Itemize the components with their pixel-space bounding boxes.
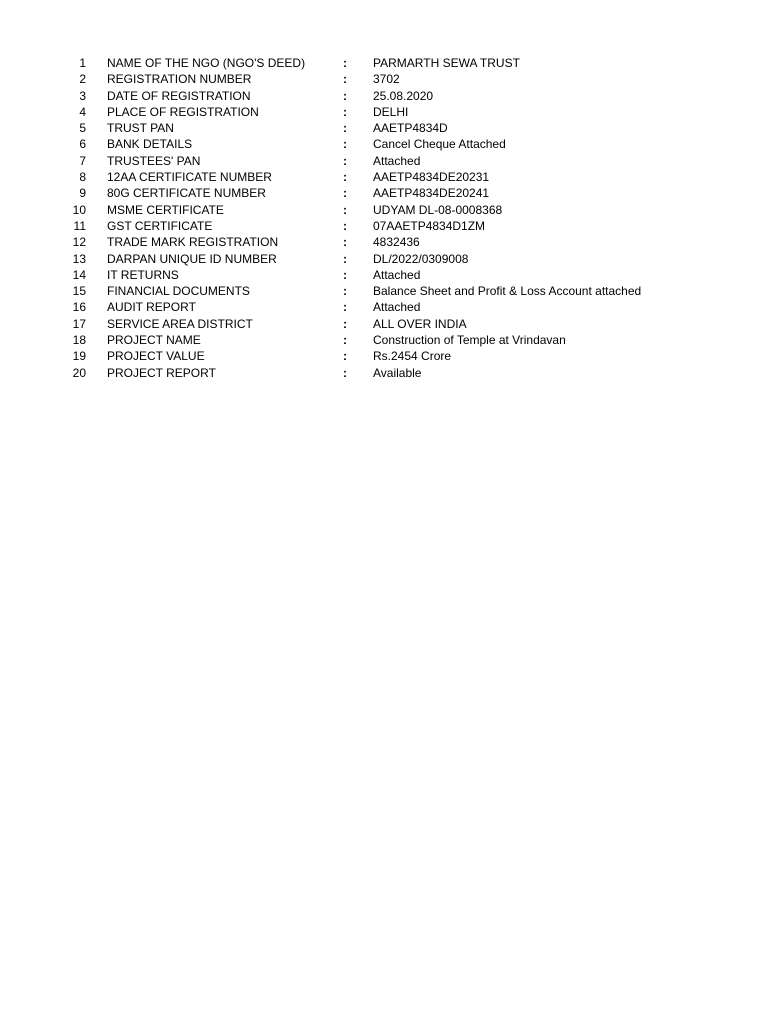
table-row	[0, 136, 768, 152]
separator: :	[343, 349, 347, 364]
table-row	[0, 169, 768, 185]
separator: :	[343, 251, 347, 266]
row-number: 8	[79, 170, 86, 185]
field-label: PLACE OF REGISTRATION	[107, 104, 259, 119]
table-row	[0, 55, 768, 71]
row-number: 6	[79, 137, 86, 152]
separator: :	[343, 121, 347, 136]
row-number: 20	[72, 365, 86, 380]
field-value: Construction of Temple at Vrindavan	[373, 333, 566, 348]
row-number: 19	[72, 349, 86, 364]
separator: :	[343, 267, 347, 282]
table-row	[0, 316, 768, 332]
ngo-details-table	[0, 55, 768, 381]
row-number: 9	[79, 186, 86, 201]
table-row	[0, 332, 768, 348]
separator: :	[343, 153, 347, 168]
field-value: 07AAETP4834D1ZM	[373, 218, 486, 233]
table-row	[0, 185, 768, 201]
separator: :	[343, 72, 347, 87]
row-number: 3	[79, 88, 86, 103]
row-number: 18	[72, 333, 86, 348]
separator: :	[343, 300, 347, 315]
field-label: 12AA CERTIFICATE NUMBER	[107, 170, 272, 185]
field-label: REGISTRATION NUMBER	[107, 72, 252, 87]
separator: :	[343, 137, 347, 152]
field-value: AAETP4834DE20241	[373, 186, 490, 201]
field-label: TRADE MARK REGISTRATION	[107, 235, 279, 250]
field-label: TRUSTEES' PAN	[107, 153, 201, 168]
field-label: AUDIT REPORT	[107, 300, 196, 315]
separator: :	[343, 235, 347, 250]
row-number: 15	[72, 284, 86, 299]
field-value: 3702	[373, 72, 400, 87]
field-label: MSME CERTIFICATE	[107, 202, 224, 217]
field-value: 4832436	[373, 235, 420, 250]
separator: :	[343, 365, 347, 380]
field-value: Balance Sheet and Profit & Loss Account attached	[373, 284, 642, 299]
separator: :	[343, 56, 347, 70]
separator: :	[343, 170, 347, 185]
row-number: 5	[79, 121, 86, 136]
field-label: SERVICE AREA DISTRICT	[107, 316, 253, 331]
field-value: DELHI	[373, 104, 409, 119]
table-row	[0, 218, 768, 234]
row-number: 16	[72, 300, 86, 315]
field-label: PROJECT NAME	[107, 333, 201, 348]
field-value: Attached	[373, 300, 421, 315]
table-row	[0, 365, 768, 381]
table-row	[0, 104, 768, 120]
field-label: DATE OF REGISTRATION	[107, 88, 251, 103]
row-number: 12	[72, 235, 86, 250]
field-label: NAME OF THE NGO (NGO'S DEED)	[107, 56, 306, 70]
table-row	[0, 120, 768, 136]
table-row	[0, 251, 768, 267]
row-number: 4	[79, 104, 86, 119]
separator: :	[343, 284, 347, 299]
field-label: PROJECT VALUE	[107, 349, 205, 364]
row-number: 1	[79, 56, 86, 70]
table-row	[0, 348, 768, 364]
separator: :	[343, 333, 347, 348]
field-label: GST CERTIFICATE	[107, 218, 213, 233]
field-label: FINANCIAL DOCUMENTS	[107, 284, 250, 299]
field-label: TRUST PAN	[107, 121, 174, 136]
field-label: PROJECT REPORT	[107, 365, 216, 380]
row-number: 7	[79, 153, 86, 168]
field-label: 80G CERTIFICATE NUMBER	[107, 186, 266, 201]
row-number: 2	[79, 72, 86, 87]
field-label: DARPAN UNIQUE ID NUMBER	[107, 251, 277, 266]
table-row	[0, 202, 768, 218]
field-value: Available	[373, 365, 422, 380]
table-row	[0, 153, 768, 169]
separator: :	[343, 88, 347, 103]
separator: :	[343, 202, 347, 217]
field-value: AAETP4834DE20231	[373, 170, 490, 185]
field-value: Cancel Cheque Attached	[373, 137, 506, 152]
row-number: 11	[73, 218, 86, 233]
separator: :	[343, 186, 347, 201]
field-value: DL/2022/0309008	[373, 251, 469, 266]
field-value: Rs.2454 Crore	[373, 349, 452, 364]
field-value: ALL OVER INDIA	[373, 316, 467, 331]
row-number: 13	[72, 251, 86, 266]
field-value: PARMARTH SEWA TRUST	[373, 56, 520, 70]
table-row	[0, 267, 768, 283]
field-value: AAETP4834D	[373, 121, 448, 136]
field-value: Attached	[373, 153, 421, 168]
row-number: 14	[72, 267, 86, 282]
row-number: 10	[72, 202, 86, 217]
separator: :	[343, 104, 347, 119]
table-row	[0, 71, 768, 87]
field-value: UDYAM DL-08-0008368	[373, 202, 503, 217]
field-value: Attached	[373, 267, 421, 282]
separator: :	[343, 218, 347, 233]
field-label: BANK DETAILS	[107, 137, 193, 152]
field-value: 25.08.2020	[373, 88, 434, 103]
table-row	[0, 299, 768, 315]
row-number: 17	[72, 316, 86, 331]
field-label: IT RETURNS	[107, 267, 179, 282]
separator: :	[343, 316, 347, 331]
table-row	[0, 88, 768, 104]
table-row	[0, 234, 768, 250]
table-row	[0, 283, 768, 299]
